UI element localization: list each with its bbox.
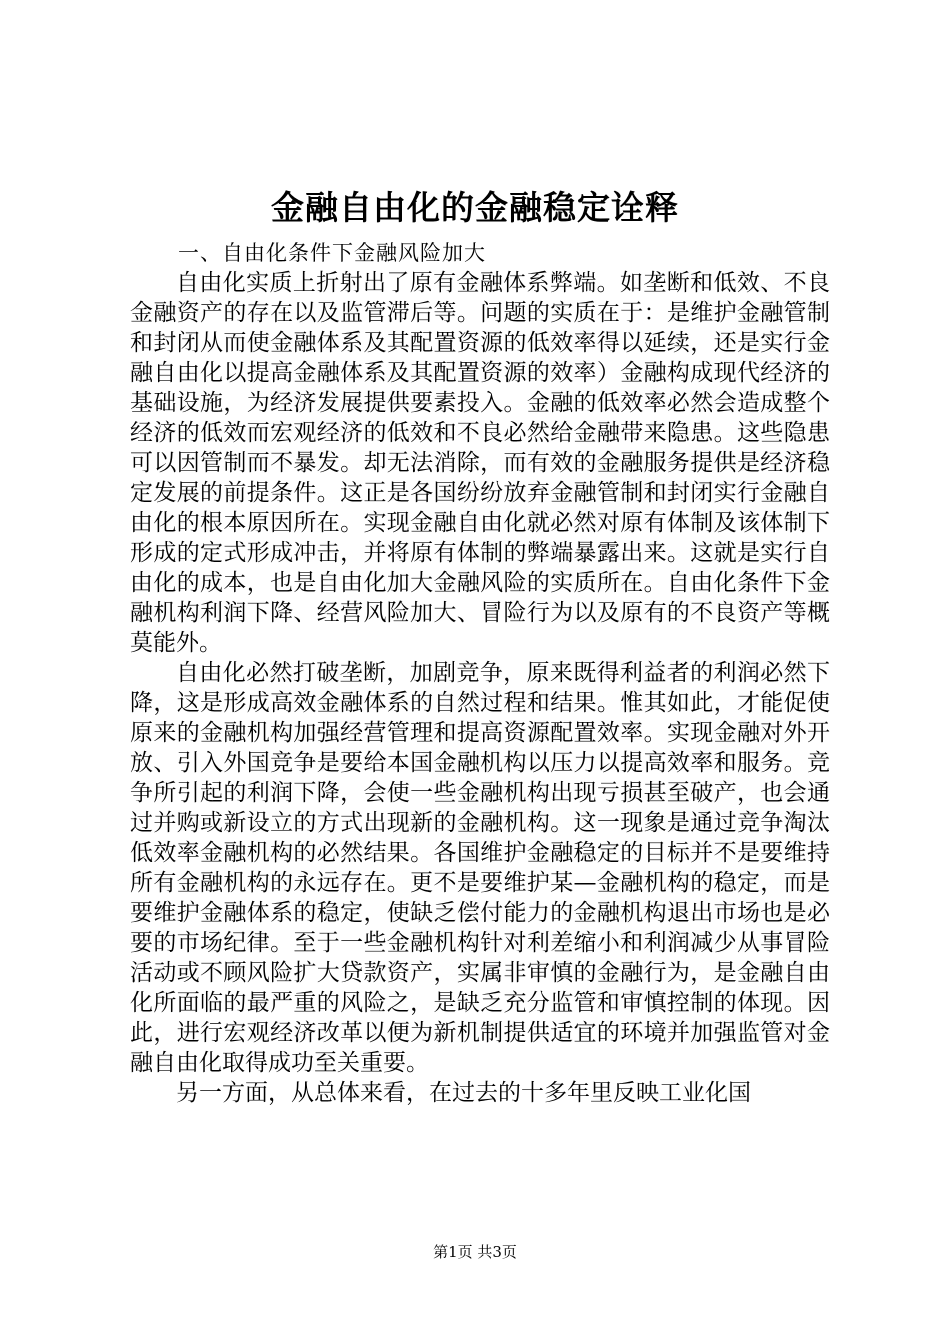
paragraph-3: 另一方面，从总体来看，在过去的十多年里反映工业化国 [176,1080,751,1106]
paragraph-2: 自由化必然打破垄断，加剧竞争，原来既得利益者的利润必然下降，这是形成高效金融体系的自然过程和结果。惟其如此，才能促使原来的金融机构加强经营管理和提高资源配置效率。实现金融对外开放、引入外国竞争是要给本国金融机构以压力以提高效率和服务。竞争所引起的利润下降，会使一些金融机构出现亏损甚至破产，也会通过并购或新设立的方式出现新的金融机构。这一现象是通过竞争淘汰低效率金融机构的必然结果。各国维护金融稳定的目标并不是要维持所有金融机构的永远存在。更不是要维护某—金融机构的稳定，而是要维护金融体系的稳定，使缺乏偿付能力的金融机构退出市场也是必要的市场纪律。至于一些金融机构针对利差缩小和利润减少从事冒险活动或不顾风险扩大贷款资产，实属非审慎的金融行为，是金融自由化所面临的最严重的风险之，是缺乏充分监管和审慎控制的体现。因此，进行宏观经济改革以便为新机制提供适宜的环境并加强监管对金融自由化取得成功至关重要。 [130,660,830,1076]
document-body [130,268,830,1108]
page-footer: 第1页 共3页 [433,1243,517,1261]
section-heading: 一、自由化条件下金融风险加大 [178,241,486,265]
document-title: 金融自由化的金融稳定诠释 [271,188,679,227]
paragraph-1: 自由化实质上折射出了原有金融体系弊端。如垄断和低效、不良金融资产的存在以及监管滞后等。问题的实质在于：是维护金融管制和封闭从而使金融体系及其配置资源的低效率得以延续，还是实行金融自由化以提高金融体系及其配置资源的效率）金融构成现代经济的基础设施，为经济发展提供要素投入。金融的低效率必然会造成整个经济的低效而宏观经济的低效和不良必然给金融带来隐患。这些隐患可以因管制而不暴发。却无法消除，而有效的金融服务提供是经济稳定发展的前提条件。这正是各国纷纷放弃金融管制和封闭实行金融自由化的根本原因所在。实现金融自由化就必然对原有体制及该体制下形成的定式形成冲击，并将原有体制的弊端暴露出来。这就是实行自由化的成本，也是自由化加大金融风险的实质所在。自由化条件下金融机构利润下降、经营风险加大、冒险行为以及原有的不良资产等概莫能外。 [130,270,830,656]
